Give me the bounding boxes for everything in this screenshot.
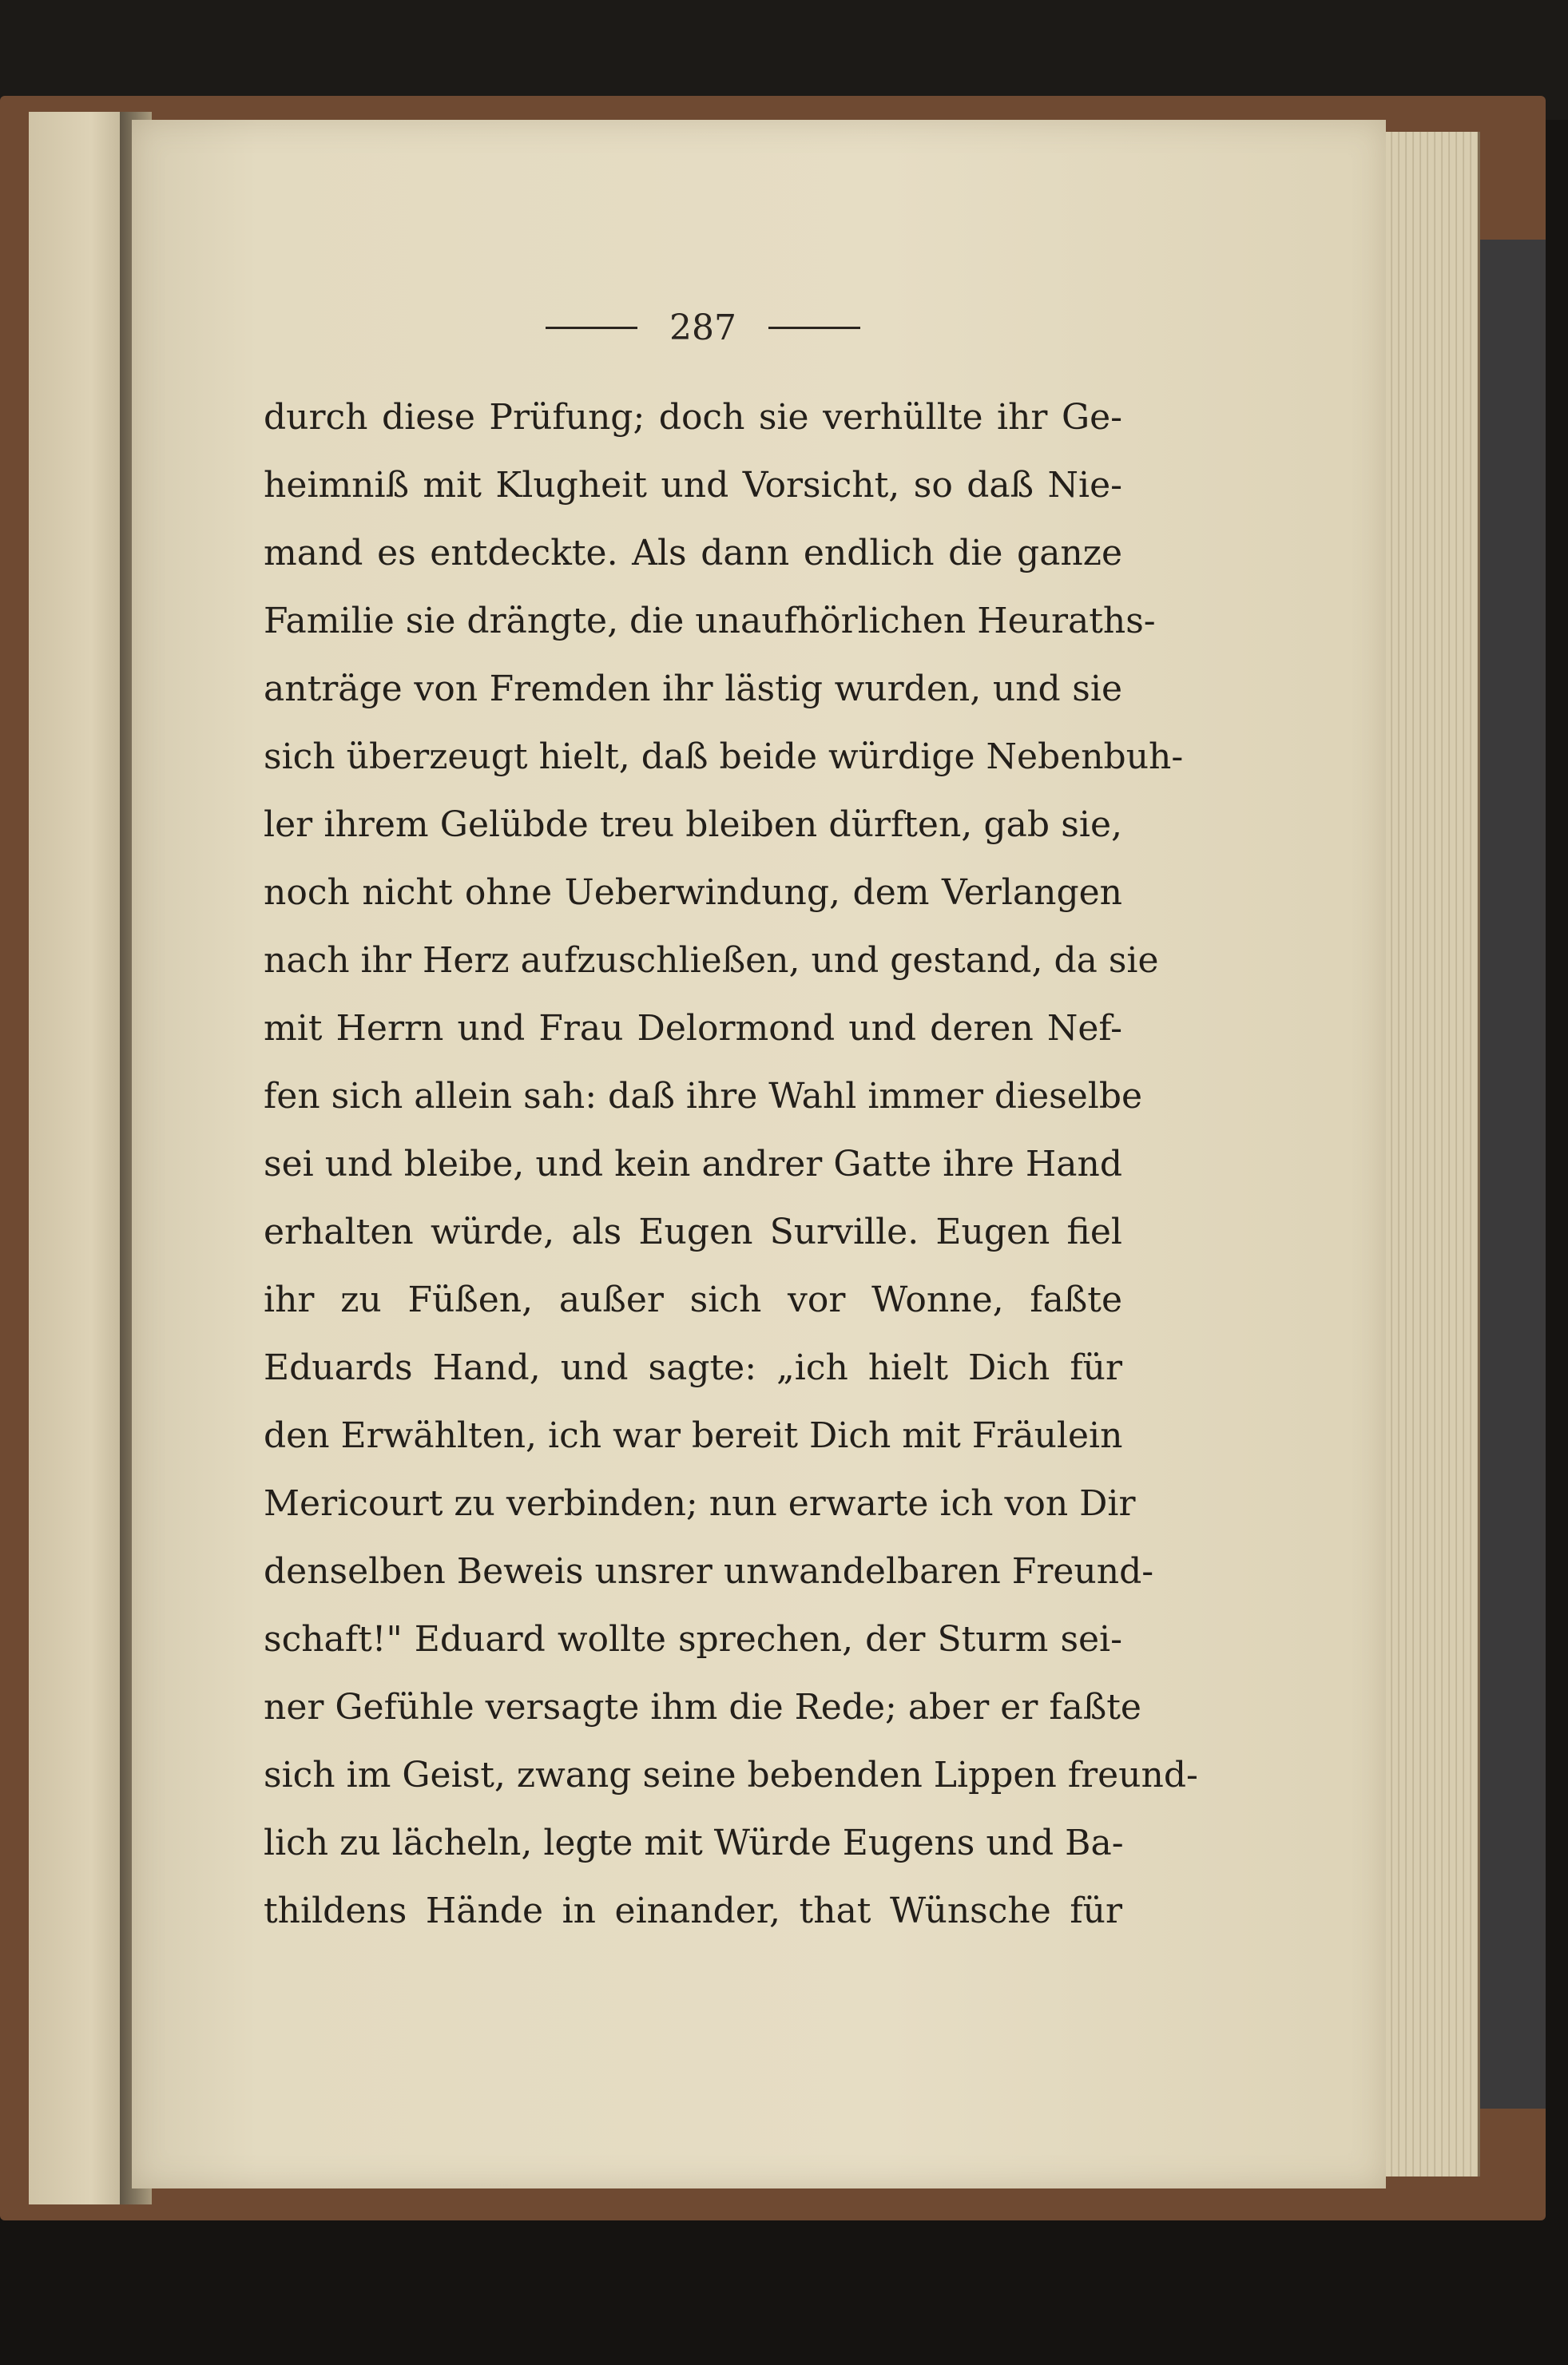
text-line: mand es entdeckte. Als dann endlich die ganze [264, 533, 1122, 573]
text-line: erhalten würde, als Eugen Surville. Eugen fiel [264, 1212, 1122, 1252]
text-line: lich zu lächeln, legte mit Würde Eugens und Ba- [264, 1823, 1124, 1863]
header-rule-left [546, 327, 637, 329]
text-line: sich im Geist, zwang seine bebenden Lippen freund- [264, 1755, 1198, 1796]
text-line: Familie sie drängte, die unaufhörlichen Heuraths- [264, 601, 1156, 641]
text-line: nach ihr Herz aufzuschließen, und gestand, da sie [264, 940, 1159, 981]
text-line: durch diese Prüfung; doch sie verhüllte ihr Ge- [264, 397, 1122, 438]
header-rule-right [768, 327, 860, 329]
body-text [264, 383, 1198, 1945]
text-line: anträge von Fremden ihr lästig wurden, und sie [264, 669, 1122, 709]
text-line: heimniß mit Klugheit und Vorsicht, so daß Nie- [264, 465, 1122, 506]
text-line: fen sich allein sah: daß ihre Wahl immer dieselbe [264, 1076, 1143, 1117]
text-line: thildens Hände in einander, that Wünsche für [264, 1891, 1122, 1931]
text-line: ihr zu Füßen, außer sich vor Wonne, faßte [264, 1280, 1122, 1320]
text-line: sei und bleibe, und kein andrer Gatte ihre Hand [264, 1144, 1122, 1184]
page-header [527, 300, 879, 355]
page-edges [1386, 132, 1480, 2177]
text-line: noch nicht ohne Ueberwindung, dem Verlangen [264, 872, 1122, 913]
text-line: schaft!" Eduard wollte sprechen, der Sturm sei- [264, 1619, 1122, 1660]
text-line: ler ihrem Gelübde treu bleiben dürften, gab sie, [264, 804, 1122, 845]
text-line: sich überzeugt hielt, daß beide würdige Nebenbuh- [264, 736, 1184, 777]
text-line: ner Gefühle versagte ihm die Rede; aber er faßte [264, 1687, 1141, 1728]
text-line: Mericourt zu verbinden; nun erwarte ich von Dir [264, 1483, 1136, 1524]
left-page-edge [29, 112, 134, 2204]
text-line: mit Herrn und Frau Delormond und deren Nef- [264, 1008, 1122, 1049]
page-number: 287 [669, 307, 736, 348]
text-line: den Erwählten, ich war bereit Dich mit Fräulein [264, 1415, 1123, 1456]
book-cover-board [1478, 240, 1546, 2109]
text-line: Eduards Hand, und sagte: „ich hielt Dich für [264, 1347, 1122, 1388]
text-line: denselben Beweis unsrer unwandelbaren Freund- [264, 1551, 1154, 1592]
